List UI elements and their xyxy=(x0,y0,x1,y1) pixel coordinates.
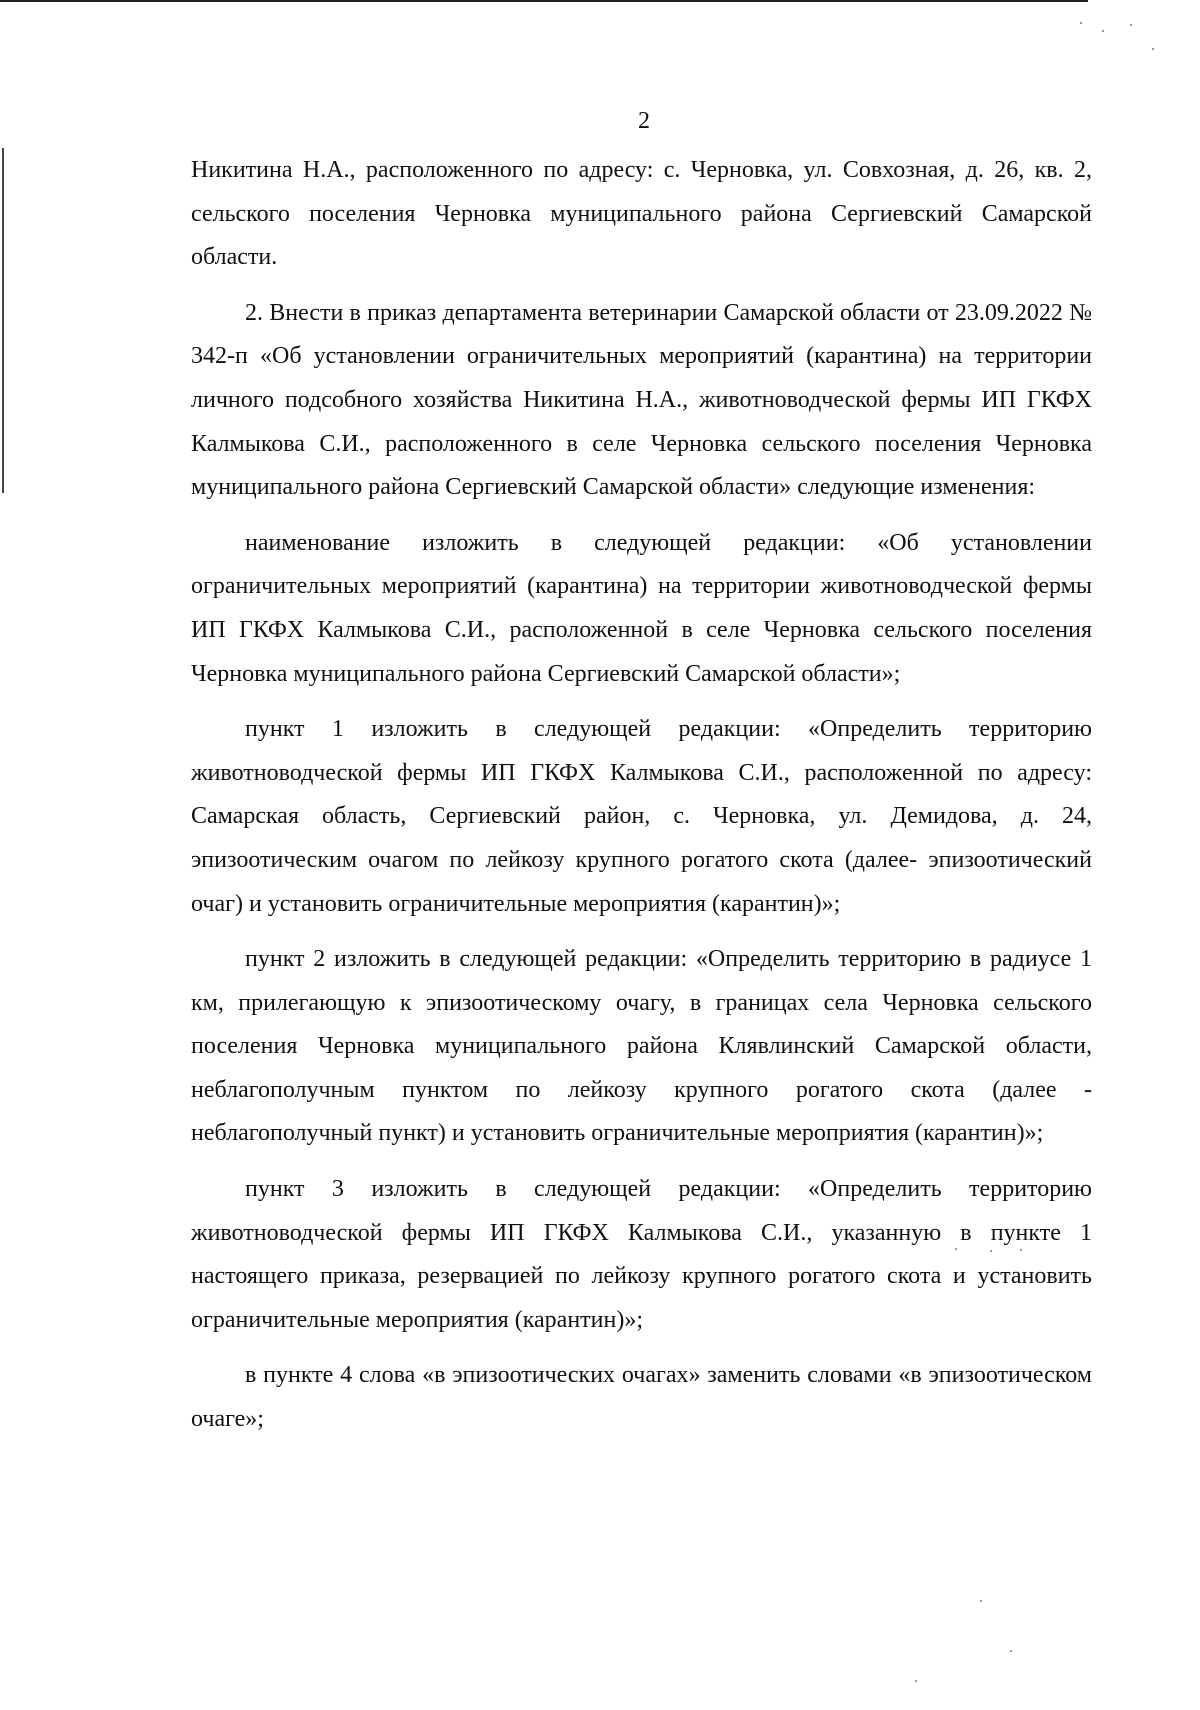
paragraph-gap xyxy=(191,1156,1092,1168)
top-border-line xyxy=(0,0,1088,2)
scan-speck xyxy=(980,1600,982,1602)
paragraph-gap xyxy=(191,280,1092,292)
left-scan-mark xyxy=(2,148,4,493)
scan-speck xyxy=(990,1250,992,1252)
scan-speck xyxy=(1020,1249,1022,1251)
paragraph-gap xyxy=(191,510,1092,522)
paragraph-gap xyxy=(191,926,1092,938)
scan-speck xyxy=(1080,22,1082,24)
paragraph-point-2: пункт 2 изложить в следующей редакции: «Определить территорию в радиусе 1 км, прилегающую к эпизоотическому очагу, в границах села Черновка сельского поселения Черновка муниципального района Клявлинский Самарской области, неблагополучным пунктом по лейкозу крупного рогатого скота (далее - неблагополучный пункт) и установить ограничительные мероприятия (карантин)»; xyxy=(191,946,1092,1147)
paragraph-continuation: Никитина Н.А., расположенного по адресу: с. Черновка, ул. Совхозная, д. 26, кв. 2, сельского поселения Черновка муниципального района Сергиевский Самарской области. xyxy=(191,157,1092,271)
paragraph-title-change: наименование изложить в следующей редакции: «Об установлении ограничительных мероприятий (карантина) на территории животноводческой фермы ИП ГКФХ Калмыкова С.И., расположенной в селе Черновка сельского поселения Черновка муниципального района Сергиевский Самарской области»; xyxy=(191,529,1092,687)
page-number: 2 xyxy=(638,108,650,134)
scan-speck xyxy=(1010,1650,1012,1652)
scan-speck xyxy=(1152,48,1154,50)
scan-speck xyxy=(1102,30,1104,32)
paragraph-gap xyxy=(191,1342,1092,1354)
paragraph-point-1: пункт 1 изложить в следующей редакции: «Определить территорию животноводческой фермы ИП ГКФХ Калмыкова С.И., расположенной по адресу: Самарская область, Сергиевский район, с. Черновка, ул. Демидова, д. 24, эпизоотическим очагом по лейкозу крупного рогатого скота (далее- эпизоотический очаг) и установить ограничительные мероприятия (карантин)»; xyxy=(191,716,1092,917)
scan-speck xyxy=(915,1680,917,1682)
paragraph-gap xyxy=(191,696,1092,708)
paragraph-point-4: в пункте 4 слова «в эпизоотических очагах» заменить словами «в эпизоотическом очаге»; xyxy=(191,1362,1092,1433)
scan-speck xyxy=(955,1248,957,1250)
paragraph-item-2: 2. Внести в приказ департамента ветеринарии Самарской области от 23.09.2022 № 342-п «Об установлении ограничительных мероприятий (карантина) на территории личного подсобного хозяйства Никитина Н.А., животноводческой фермы ИП ГКФХ Калмыкова С.И., расположенного в селе Черновка сельского поселения Черновка муниципального района Сергиевский Самарской области» следующие изменения: xyxy=(191,299,1092,501)
scan-speck xyxy=(1130,24,1132,26)
paragraph-point-3: пункт 3 изложить в следующей редакции: «Определить территорию животноводческой фермы ИП ГКФХ Калмыкова С.И., указанную в пункте 1 настоящего приказа, резервацией по лейкозу крупного рогатого скота и установить ограничительные мероприятия (карантин)»; xyxy=(191,1176,1092,1333)
